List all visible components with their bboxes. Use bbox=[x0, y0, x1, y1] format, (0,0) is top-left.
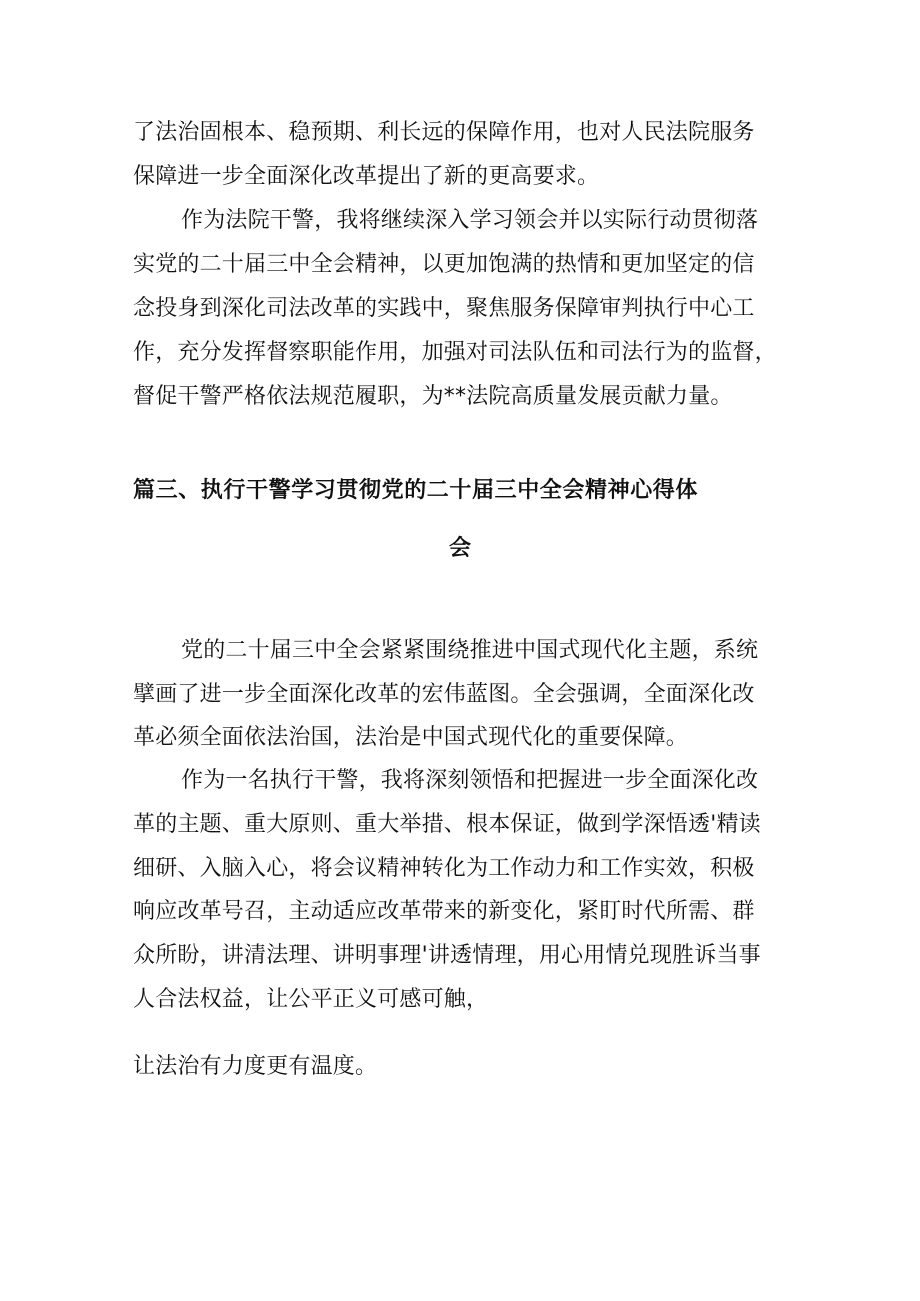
paragraph-2-line-1: 作为法院干警，我将继续深入学习领会并以实际行动贯彻落 bbox=[181, 208, 759, 233]
paragraph-2-line-3: 念投身到深化司法改革的实践中，聚焦服务保障审判执行中心工 bbox=[133, 296, 755, 321]
paragraph-2-line-2: 实党的二十届三中全会精神，以更加饱满的热情和更加坚定的信 bbox=[133, 252, 755, 277]
paragraph-4-line-5: 众所盼，讲清法理、讲明事理'讲透情理，用心用情兑现胜诉当事 bbox=[133, 943, 761, 968]
paragraph-4-line-1: 作为一名执行干警，我将深刻领悟和把握进一步全面深化改 bbox=[181, 768, 759, 793]
paragraph-4-line-6: 人合法权益，让公平正义可感可触， bbox=[133, 987, 489, 1012]
paragraph-1-line-1: 了法治固根本、稳预期、利长远的保障作用，也对人民法院服务 bbox=[133, 120, 755, 145]
paragraph-3-line-1: 党的二十届三中全会紧紧围绕推进中国式现代化主题，系统 bbox=[181, 638, 759, 663]
paragraph-4-line-3: 细研、入脑入心，将会议精神转化为工作动力和工作实效，积极 bbox=[133, 856, 755, 881]
section-heading-continuation: 会 bbox=[448, 536, 471, 561]
paragraph-1-line-2: 保障进一步全面深化改革提出了新的更高要求。 bbox=[133, 164, 600, 189]
section-heading: 篇三、执行干警学习贯彻党的二十届三中全会精神心得体 bbox=[133, 478, 699, 503]
paragraph-3-line-2: 擘画了进一步全面深化改革的宏伟蓝图。全会强调，全面深化改 bbox=[133, 682, 755, 707]
paragraph-2-line-4: 作，充分发挥督察职能作用，加强对司法队伍和司法行为的监督， bbox=[133, 340, 777, 365]
paragraph-5-line-1: 让法治有力度更有温度。 bbox=[133, 1054, 378, 1079]
paragraph-4-line-2: 革的主题、重大原则、重大举措、根本保证，做到学深悟透'精读 bbox=[133, 812, 761, 837]
paragraph-2-line-5: 督促干警严格依法规范履职，为**法院高质量发展贡献力量。 bbox=[133, 384, 733, 409]
paragraph-4-line-4: 响应改革号召，主动适应改革带来的新变化，紧盯时代所需、群 bbox=[133, 899, 755, 924]
paragraph-3-line-3: 革必须全面依法治国，法治是中国式现代化的重要保障。 bbox=[133, 725, 689, 750]
